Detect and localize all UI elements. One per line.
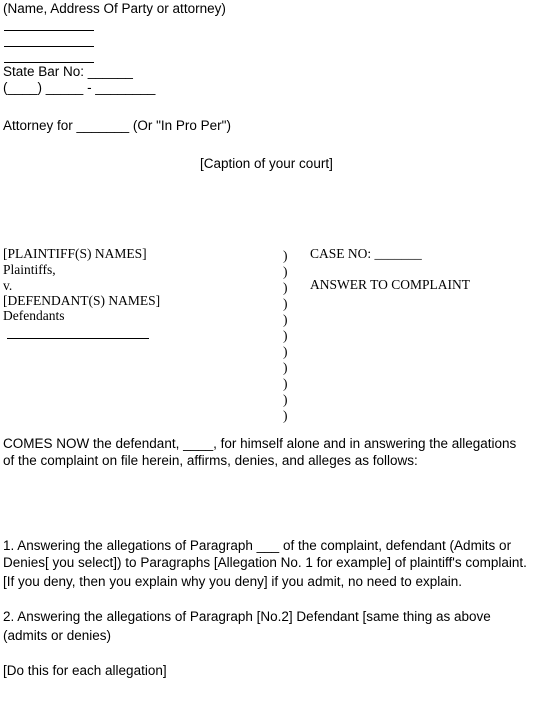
address-line-2 (4, 46, 94, 47)
document-title: ANSWER TO COMPLAINT (310, 277, 471, 292)
caption-paren: ) (283, 280, 288, 295)
phone-number: (____) _____ - ________ (3, 80, 156, 95)
paragraph-1-line-1: 1. Answering the allegations of Paragraph ___ of the complaint, defendant (Admits or (3, 538, 512, 553)
intro-line-2: of the complaint on file herein, affirms, denies, and alleges as follows: (3, 453, 418, 468)
caption-paren: ) (283, 408, 288, 423)
caption-paren: ) (283, 360, 288, 375)
closing-instruction: [Do this for each allegation] (3, 663, 167, 678)
paragraph-2-line-1: 2. Answering the allegations of Paragraph [No.2] Defendant [same thing as above (3, 609, 491, 624)
state-bar-number: State Bar No: ______ (3, 64, 133, 79)
defendants-names: [DEFENDANT(S) NAMES] (3, 293, 161, 308)
plaintiffs-names: [PLAINTIFF(S) NAMES] (3, 246, 147, 261)
caption-paren: ) (283, 264, 288, 279)
court-caption: [Caption of your court] (200, 156, 333, 171)
address-line-1 (4, 30, 94, 31)
attorney-for: Attorney for _______ (Or "In Pro Per") (3, 118, 231, 133)
caption-paren: ) (283, 296, 288, 311)
case-number: CASE NO: _______ (310, 246, 422, 261)
versus: v. (3, 278, 13, 293)
defendants-signature-line (7, 338, 149, 339)
caption-paren: ) (283, 392, 288, 407)
caption-paren: ) (283, 376, 288, 391)
paragraph-1-line-2: Denies[ you select]) to Paragraphs [Allegation No. 1 for example] of plaintiff's complaint. (3, 555, 527, 570)
caption-paren: ) (283, 344, 288, 359)
address-line-3 (4, 62, 94, 63)
caption-paren: ) (283, 248, 288, 263)
caption-paren: ) (283, 312, 288, 327)
defendants-label: Defendants (3, 308, 65, 323)
caption-paren: ) (283, 328, 288, 343)
paragraph-2-line-2: (admits or denies) (3, 628, 112, 643)
party-name-address: (Name, Address Of Party or attorney) (3, 1, 226, 16)
intro-line-1: COMES NOW the defendant, ____, for himself alone and in answering the allegations (3, 436, 517, 451)
paragraph-1-line-3: [If you deny, then you explain why you deny] if you admit, no need to explain. (3, 574, 463, 589)
plaintiffs-label: Plaintiffs, (3, 262, 56, 277)
